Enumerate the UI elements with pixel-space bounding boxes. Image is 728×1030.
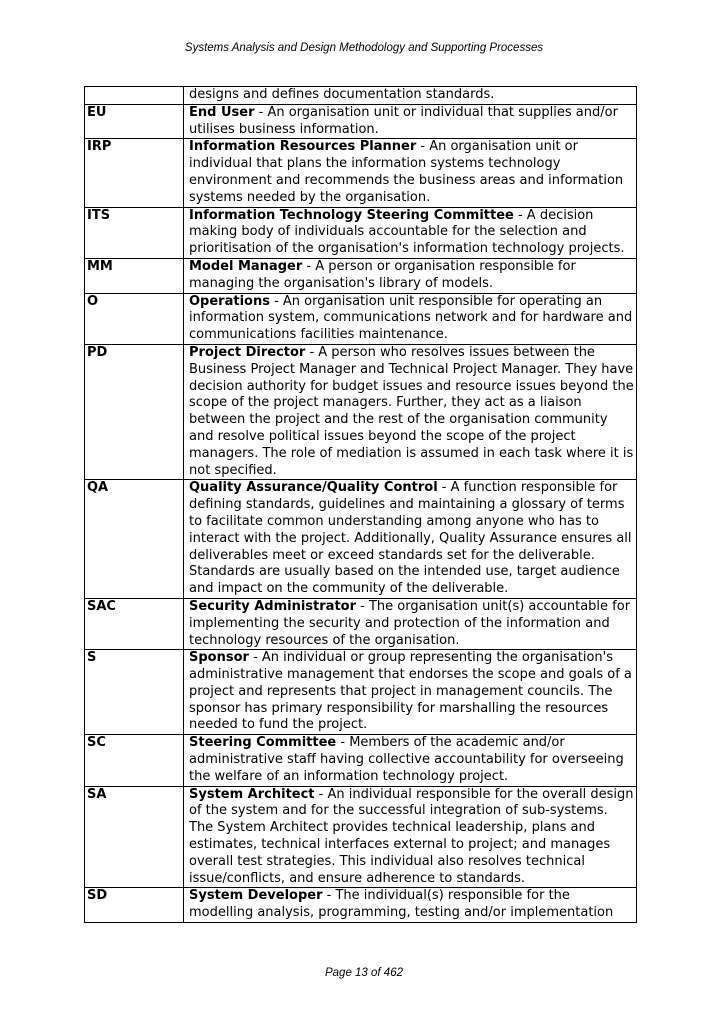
definition-cell [184, 293, 637, 344]
term-name: Operations [189, 293, 270, 309]
term-description: - An organisation unit or individual that supplies and/or utilises business information. [189, 104, 618, 137]
abbreviation-cell: IRP [85, 139, 184, 207]
abbreviation-cell: SA [85, 786, 184, 888]
definition-cell [184, 786, 637, 888]
term-description: - An individual or group representing the organisation's administrative management that endorses the scope and goals of a project and represents that project in management councils. The sponsor has primary responsibility for marshalling the resources needed to fund the project. [189, 650, 632, 733]
table-row [85, 735, 637, 786]
table-row [85, 87, 637, 105]
term-name: System Developer [189, 888, 323, 904]
definition-cell [184, 650, 637, 735]
definition-cell [184, 258, 637, 293]
table-row [85, 293, 637, 344]
table-row [85, 207, 637, 258]
table-row [85, 480, 637, 599]
term-description: - An organisation unit or individual that plans the information systems technology environment and recommends the business areas and information systems needed by the organisation. [189, 139, 624, 205]
term-name: Steering Committee [189, 735, 337, 751]
term-description: - The individual(s) responsible for the modelling analysis, programming, testing and/or implementation [189, 888, 614, 921]
abbreviation-cell: S [85, 650, 184, 735]
table-row [85, 786, 637, 888]
term-description: - The organisation unit(s) accountable for implementing the security and protection of the information and technology resources of the organisation. [189, 598, 631, 648]
abbreviation-cell: SC [85, 735, 184, 786]
abbreviation-cell: MM [85, 258, 184, 293]
abbreviation-cell: O [85, 293, 184, 344]
term-name: Quality Assurance/Quality Control [189, 480, 438, 496]
term-description: - An individual responsible for the overall design of the system and for the successful integration of sub-systems. The System Architect provides technical leadership, plans and estimates, technical interfaces external to project; and manages overall test strategies. This individual also resolves technical issue/conflicts, and ensure adherence to standards. [189, 786, 634, 886]
abbreviation-cell: EU [85, 104, 184, 139]
term-description: - A decision making body of individuals accountable for the selection and prioritisation of the organisation's information technology projects. [189, 207, 625, 257]
definition-cell [184, 888, 637, 923]
abbreviation-cell: ITS [85, 207, 184, 258]
definition-cell [184, 344, 637, 479]
term-name: Model Manager [189, 258, 303, 274]
term-description: - A person who resolves issues between the Business Project Manager and Technical Project Manager. They have decision authority for budget issues and resource issues beyond the scope of the project managers. Further, they act as a liaison between the project and the rest of the organisation community and resolve political issues beyond the scope of the project managers. The role of mediation is assumed in each task where it is not specified. [189, 344, 634, 478]
term-name: Information Resources Planner [189, 139, 417, 155]
term-name: Security Administrator [189, 598, 356, 614]
term-name: End User [189, 104, 255, 120]
term-name: Project Director [189, 344, 306, 360]
term-description: - A function responsible for defining standards, guidelines and maintaining a glossary of terms to facilitate common understanding among anyone who has to interact with the project. Additionally, Quality Assurance ensures all deliverables meet or exceed standards set for the deliverable. Standards are usually based on the intended use, target audience and impact on the community of the deliverable. [189, 480, 632, 597]
definition-cell [184, 480, 637, 599]
term-name: Sponsor [189, 650, 249, 666]
definition-cell: designs and defines documentation standards. [184, 87, 637, 105]
table-row [85, 139, 637, 207]
definition-cell [184, 104, 637, 139]
definition-cell [184, 598, 637, 649]
glossary-table [84, 86, 637, 923]
definition-cell [184, 735, 637, 786]
table-row [85, 258, 637, 293]
definition-cell [184, 139, 637, 207]
term-name: System Architect [189, 786, 315, 802]
table-row [85, 888, 637, 923]
definition-cell [184, 207, 637, 258]
abbreviation-cell: QA [85, 480, 184, 599]
table-row [85, 344, 637, 479]
abbreviation-cell: PD [85, 344, 184, 479]
term-description: - A person or organisation responsible for managing the organisation's library of models. [189, 258, 576, 291]
term-name: Information Technology Steering Committee [189, 207, 514, 223]
table-row [85, 104, 637, 139]
abbreviation-cell: SAC [85, 598, 184, 649]
term-description: - Members of the academic and/or administrative staff having collective accountability for overseeing the welfare of an information technology project. [189, 735, 624, 784]
table-row [85, 598, 637, 649]
page-header: Systems Analysis and Design Methodology and Supporting Processes [184, 42, 544, 54]
abbreviation-cell: SD [85, 888, 184, 923]
abbreviation-cell [85, 87, 184, 105]
page-number: Page 13 of 462 [324, 967, 403, 979]
term-description: - An organisation unit responsible for operating an information system, communications network and for hardware and communications facilities maintenance. [189, 293, 633, 343]
table-row [85, 650, 637, 735]
